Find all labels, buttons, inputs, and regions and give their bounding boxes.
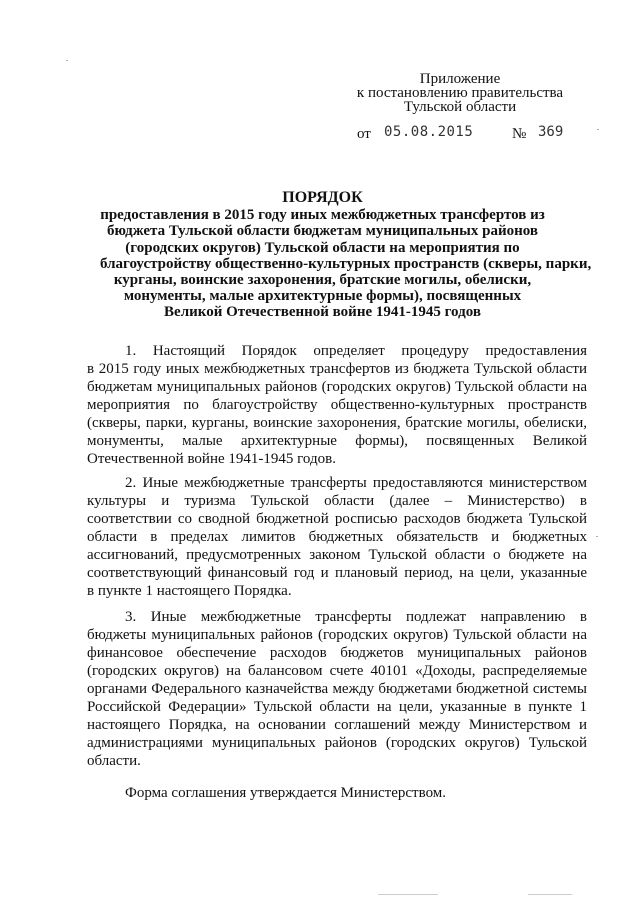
paragraph-2: [87, 474, 587, 600]
paragraph-line: настоящего Порядка, на основании соглашений между Министерством и: [87, 717, 587, 733]
paragraph-line: Российской Федерации» Тульской области на цели, указанные в пункте 1: [87, 699, 587, 715]
paragraph-4: [87, 784, 587, 802]
paragraph-line: бюджеты муниципальных районов (городских округов) Тульской области на: [87, 627, 587, 643]
title-line: Великой Отечественной войне 1941-1945 годов: [164, 304, 481, 321]
paragraph-line: бюджетам муниципальных районов (городских округов) Тульской области на: [87, 379, 587, 395]
paragraph-line: (скверы, парки, курганы, воинские захоронения, братские могилы, обелиски,: [87, 415, 587, 431]
scan-edge-mark: [528, 894, 572, 895]
scan-speck: [66, 60, 68, 61]
paragraph-line: культуры и туризма Тульской области (далее – Министерство) в: [87, 493, 587, 509]
paragraph-line: администрациями муниципальных районов (городских округов) Тульской: [87, 735, 587, 751]
appendix-line: Тульской области: [403, 99, 517, 115]
title-line: монументы, малые архитектурные формы), посвященных: [123, 288, 522, 305]
paragraph-line: ассигнований, предусмотренных законом Тульской области о бюджете на: [87, 547, 587, 563]
paragraph-line: органами Федерального казначейства между бюджетами бюджетной системы: [87, 681, 587, 697]
paragraph-line: 3. Иные межбюджетные трансферты подлежат направлению в: [125, 609, 587, 625]
paragraph-3: [87, 608, 587, 770]
paragraph-line: Форма соглашения утверждается Министерством.: [125, 785, 447, 801]
document-title: [100, 189, 592, 321]
paragraph-line: 2. Иные межбюджетные трансферты предоставляются министерством: [125, 475, 587, 491]
document-number: 369: [538, 124, 564, 140]
paragraph-line: области в пределах лимитов бюджетных обязательств и бюджетных: [87, 529, 587, 545]
paragraph-line: Отечественной войне 1941-1945 годов.: [87, 451, 336, 467]
appendix-line: к постановлению правительства: [356, 85, 564, 101]
paragraph-1: [87, 342, 587, 468]
appendix-header: [340, 72, 580, 114]
paragraph-line: соответствии со сводной бюджетной росписью расходов бюджета Тульской: [87, 511, 587, 527]
date-prefix: от: [357, 126, 371, 142]
title-line: благоустройству общественно-культурных пространств (скверы, парки,: [100, 255, 592, 272]
paragraph-line: в 2015 году иных межбюджетных трансфертов из бюджета Тульской области: [87, 361, 587, 377]
appendix-line: Приложение: [419, 71, 501, 87]
document-date: 05.08.2015: [384, 124, 474, 140]
paragraph-line: в пункте 1 настоящего Порядка.: [87, 583, 292, 599]
scan-speck: [597, 129, 599, 130]
title-line: курганы, воинские захоронения, братские могилы, обелиски,: [113, 272, 532, 289]
paragraph-line: (городских округов) на балансовом счете 40101 «Доходы, распределяемые: [87, 663, 587, 679]
paragraph-line: 1. Настоящий Порядок определяет процедуру предоставления: [125, 343, 587, 359]
paragraph-line: мероприятия по благоустройству общественно-культурных пространств: [87, 397, 587, 413]
paragraph-line: монументы, малые архитектурные формы), посвященных Великой: [87, 433, 587, 449]
title-line: бюджета Тульской области бюджетам муниципальных районов: [107, 223, 538, 240]
title-line: (городских округов) Тульской области на мероприятия по: [125, 239, 520, 256]
paragraph-line: финансовое обеспечение расходов бюджетов муниципальных районов: [87, 645, 587, 661]
paragraph-line: области.: [87, 753, 141, 769]
paragraph-line: соответствующий финансовый год и плановый период, на цели, указанные: [87, 565, 587, 581]
scan-edge-mark: [378, 894, 438, 895]
title-main: ПОРЯДОК: [282, 189, 363, 206]
number-sign: №: [512, 126, 527, 142]
scan-speck: [596, 536, 598, 537]
title-line: предоставления в 2015 году иных межбюджетных трансфертов из: [100, 207, 545, 224]
